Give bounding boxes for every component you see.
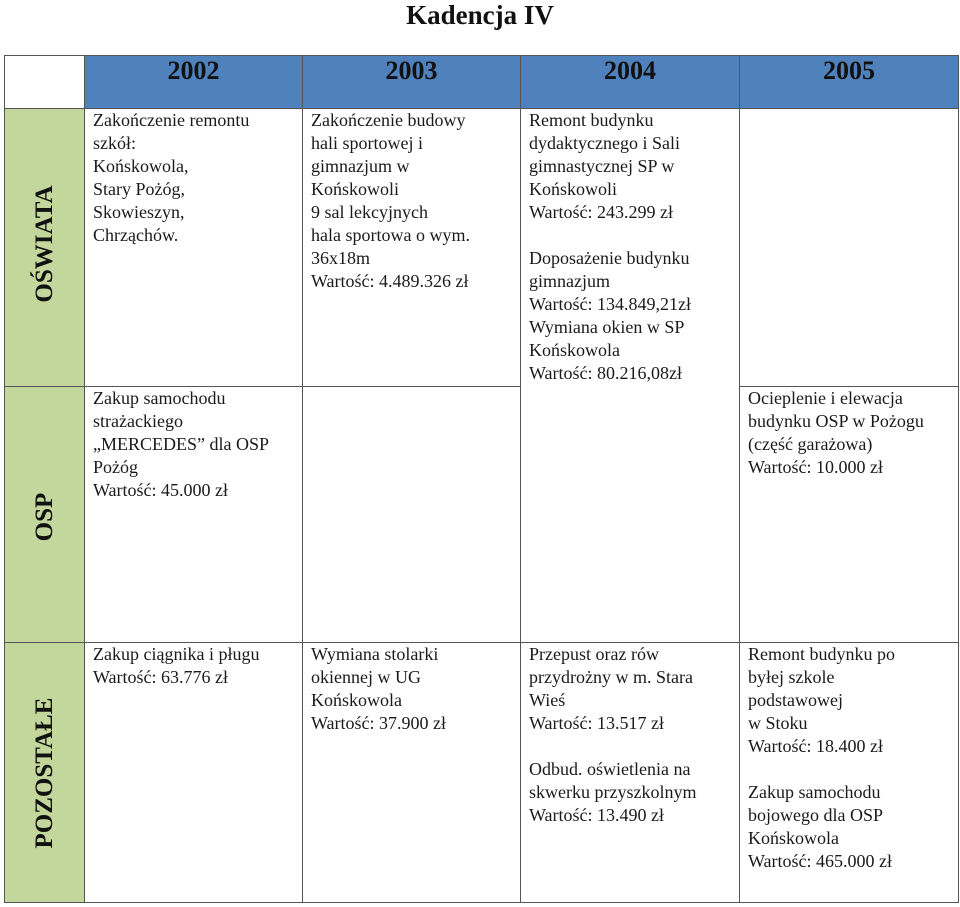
cell-pozostale-2002	[85, 643, 303, 903]
cell-osp-2005	[740, 387, 959, 643]
year-header-2005: 2005	[740, 56, 959, 109]
investment-table	[4, 55, 959, 903]
cell-text: Zakup samochodu bojowego dla OSP Końskowola Wartość: 465.000 zł	[748, 782, 893, 871]
year-header-2003: 2003	[303, 56, 521, 109]
cell-oswiata-2002	[85, 109, 303, 387]
row-label-oswiata-cell	[5, 109, 85, 387]
page-title: Kadencja IV	[406, 0, 554, 30]
row-label-pozostale-cell	[5, 643, 85, 903]
cell-pozostale-2004	[521, 643, 740, 903]
cell-text: Zakończenie budowy hali sportowej i gimnazjum w Końskowoli 9 sal lekcyjnych hala sportowa o wym. 36x18m Wartość: 4.489.326 zł	[311, 110, 470, 291]
cell-text: Ocieplenie i elewacja budynku OSP w Pożogu (część garażowa) Wartość: 10.000 zł	[748, 388, 924, 477]
year-header-2002: 2002	[85, 56, 303, 109]
year-header-row	[5, 56, 959, 109]
cell-text: Remont budynku po byłej szkole podstawowej w Stoku Wartość: 18.400 zł	[748, 644, 895, 756]
cell-text: Odbud. oświetlenia na skwerku przyszkolnym Wartość: 13.490 zł	[529, 759, 697, 825]
cell-text: Przepust oraz rów przydrożny w m. Stara Wieś Wartość: 13.517 zł	[529, 644, 693, 733]
row-label-osp-cell	[5, 387, 85, 643]
row-label-osp: OSP	[30, 492, 58, 542]
year-header-2004: 2004	[521, 56, 740, 109]
cell-text: Zakup ciągnika i pługu Wartość: 63.776 zł	[93, 644, 260, 687]
cell-text: Remont budynku dydaktycznego i Sali gimnastycznej SP w Końskowoli Wartość: 243.299 zł	[529, 110, 680, 222]
cell-oswiata-osp-2004	[521, 109, 740, 643]
cell-text: Zakup samochodu strażackiego „MERCEDES” dla OSP Pożóg Wartość: 45.000 zł	[93, 388, 270, 500]
cell-osp-2003	[303, 387, 521, 643]
cell-text: Zakończenie remontu szkół: Końskowola, Stary Pożóg, Skowieszyn, Chrząchów.	[93, 110, 250, 245]
row-oswiata	[5, 109, 959, 387]
header-corner	[5, 56, 85, 109]
cell-oswiata-2005	[740, 109, 959, 387]
row-pozostale	[5, 643, 959, 903]
row-osp	[5, 387, 959, 643]
cell-osp-2002	[85, 387, 303, 643]
cell-text: Wymiana stolarki okiennej w UG Końskowola Wartość: 37.900 zł	[311, 644, 447, 733]
cell-oswiata-2003	[303, 109, 521, 387]
cell-pozostale-2005	[740, 643, 959, 903]
cell-text: Doposażenie budynku gimnazjum Wartość: 134.849,21zł Wymiana okien w SP Końskowola Wartość: 80.216,08zł	[529, 248, 692, 383]
row-label-oswiata: OŚWIATA	[30, 185, 58, 303]
cell-pozostale-2003	[303, 643, 521, 903]
row-label-pozostale: POZOSTAŁE	[30, 697, 58, 849]
